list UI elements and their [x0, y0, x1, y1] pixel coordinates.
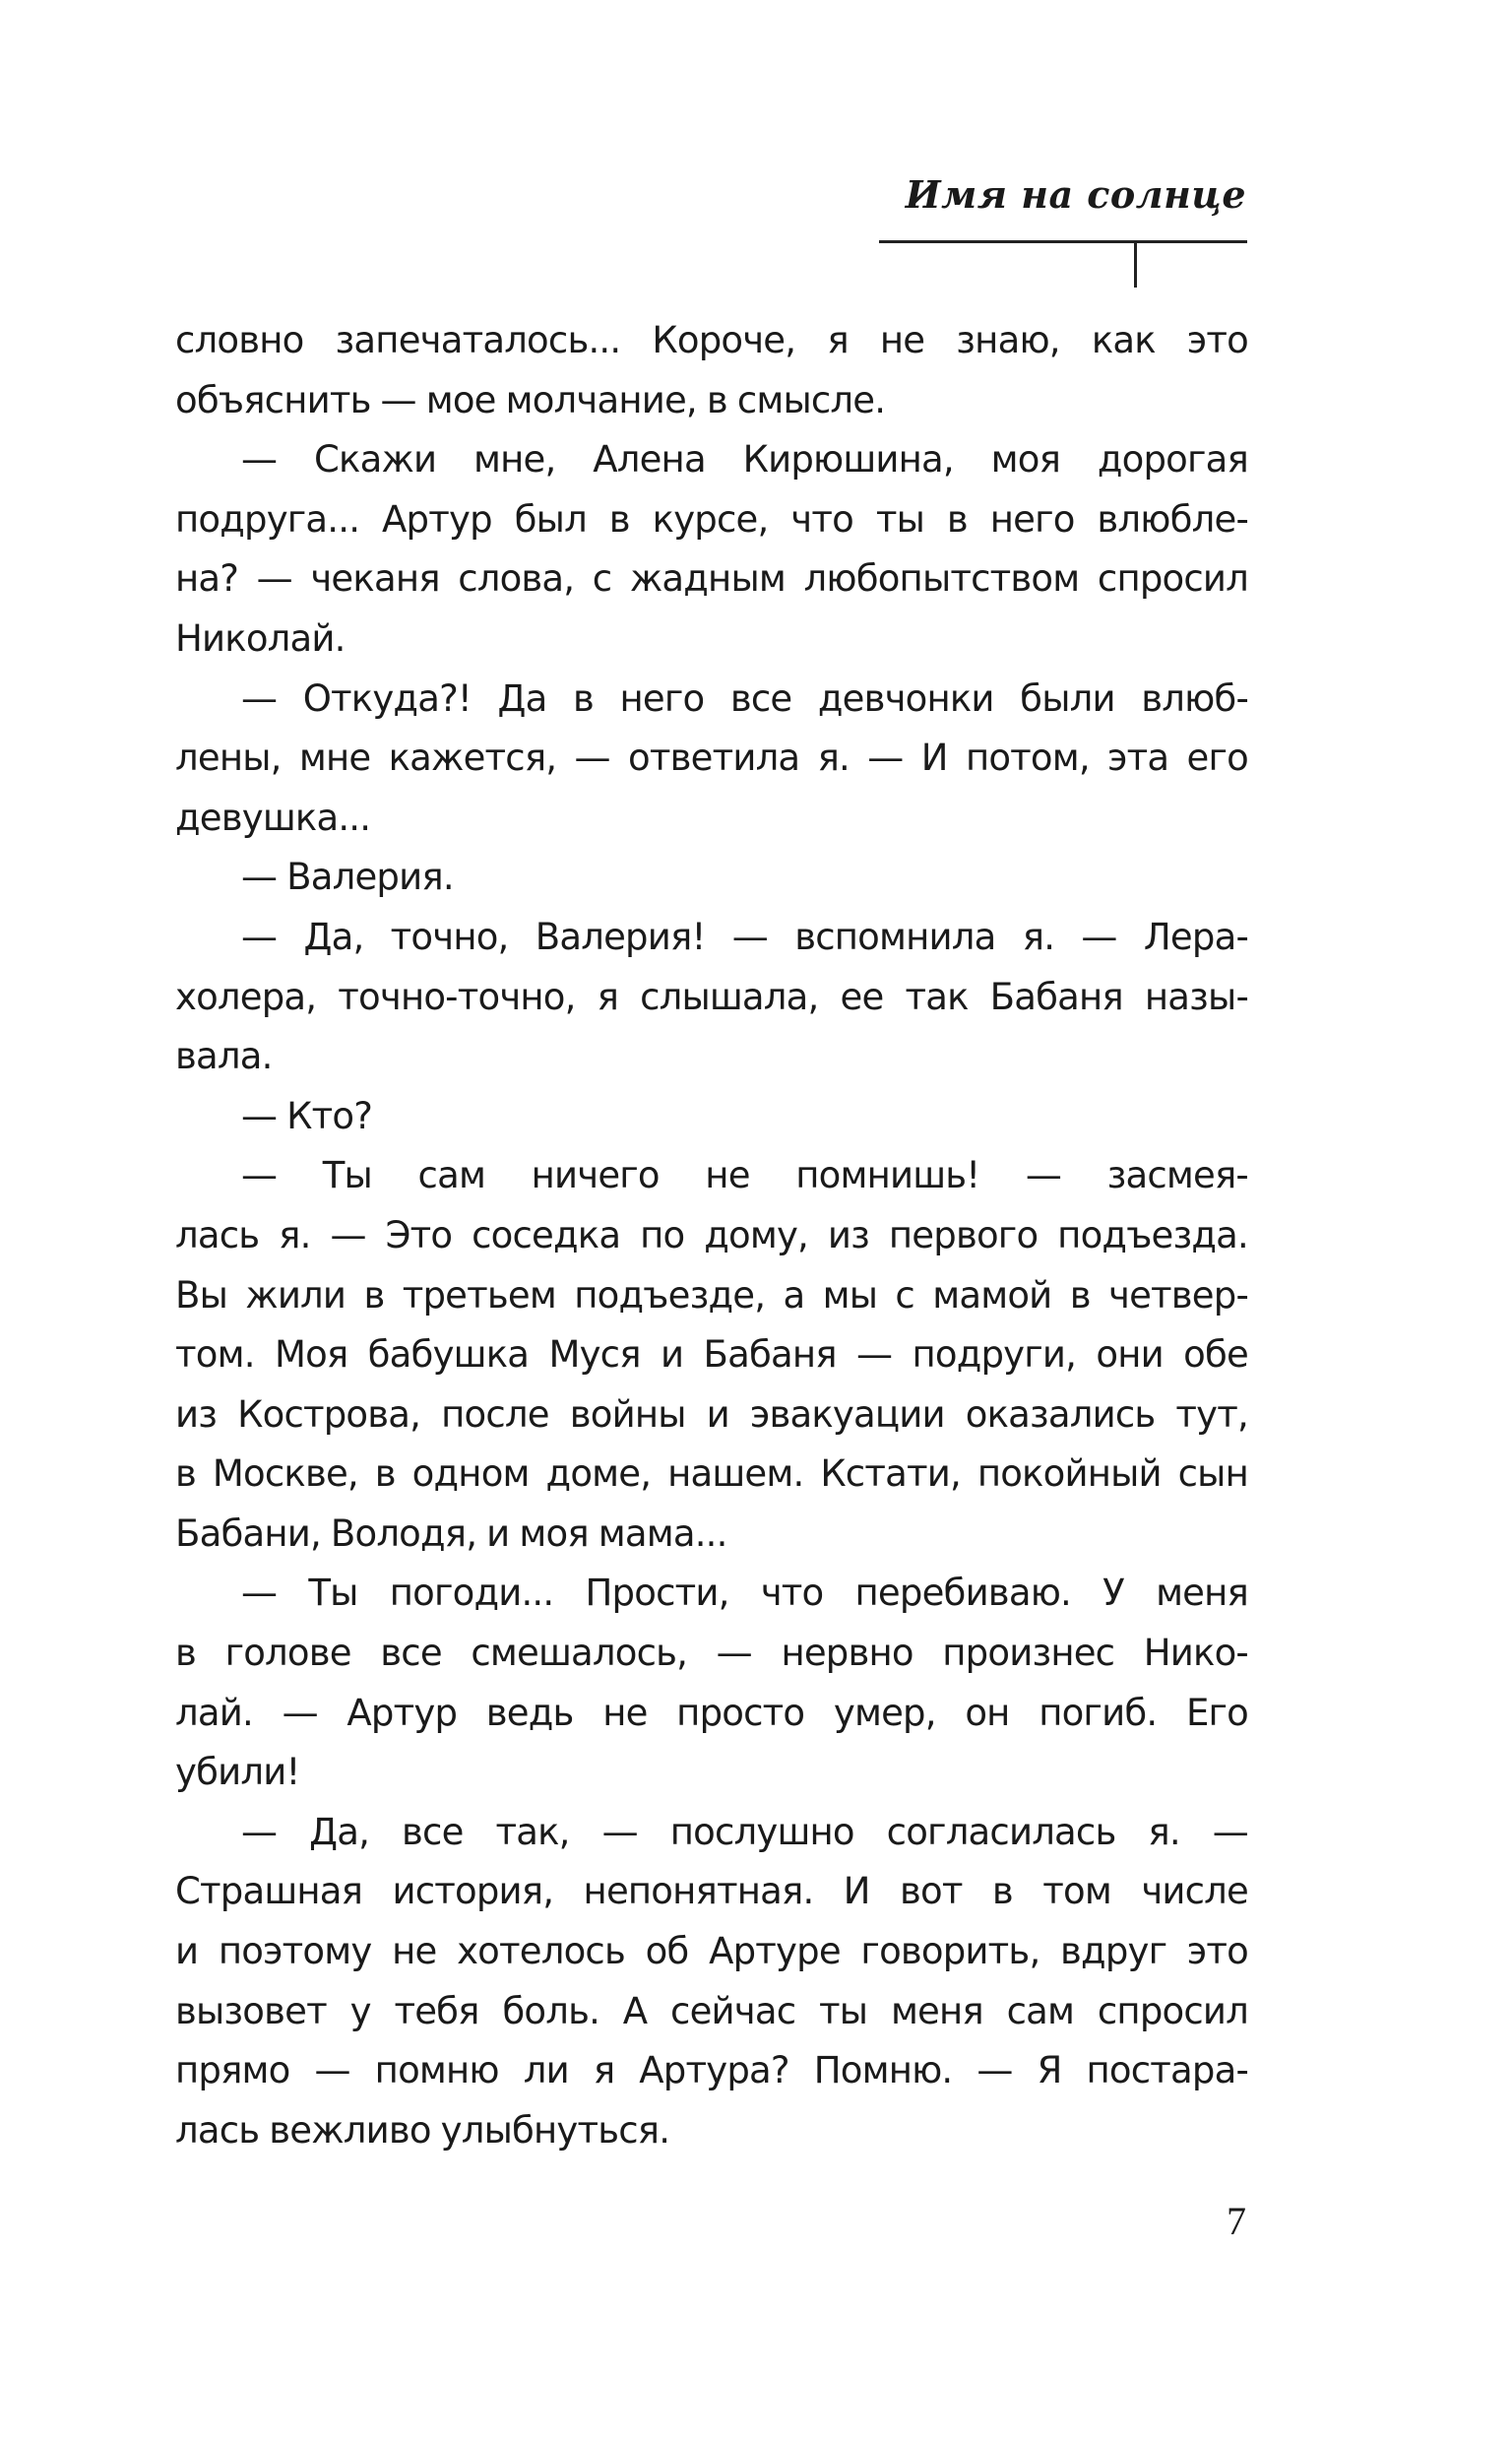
text-line: на? — чеканя слова, с жадным любопытством спросил	[175, 557, 1248, 601]
text-line: Вы жили в третьем подъезде, а мы с мамой в четвер-	[175, 1273, 1248, 1317]
text-line: том. Моя бабушка Муся и Бабаня — подруги, они обе	[175, 1333, 1248, 1377]
text-line: — Кто?	[241, 1094, 373, 1137]
text-line: прямо — помню ли я Артура? Помню. — Я постара-	[175, 2049, 1248, 2092]
text-line: лась я. — Это соседка по дому, из первого подъезда.	[175, 1213, 1248, 1256]
body-text	[175, 311, 1248, 2160]
header-rule	[879, 240, 1247, 243]
text-line: подруга... Артур был в курсе, что ты в него влюбле-	[175, 497, 1248, 541]
text-line: словно запечаталось... Короче, я не знаю, как это	[175, 319, 1248, 361]
text-line: — Валерия.	[241, 856, 454, 899]
text-line: — Ты сам ничего не помнишь! — засмея-	[241, 1154, 1248, 1197]
text-line: девушка...	[175, 796, 371, 839]
text-line: убили!	[175, 1751, 300, 1794]
text-line: Страшная история, непонятная. И вот в том числе	[175, 1870, 1248, 1913]
text-line: лась вежливо улыбнуться.	[175, 2108, 670, 2152]
text-line: из Кострова, после войны и эвакуации оказались тут,	[175, 1392, 1248, 1436]
text-line: — Ты погоди... Прости, что перебиваю. У меня	[241, 1572, 1248, 1615]
running-head: Имя на солнце	[905, 172, 1246, 217]
text-line: вала.	[175, 1035, 273, 1078]
text-line: в голове все смешалось, — нервно произнес Нико-	[175, 1632, 1248, 1675]
text-line: — Да, точно, Валерия! — вспомнила я. — Лера-	[241, 915, 1248, 958]
page-number: 7	[1227, 2199, 1246, 2243]
text-line: в Москве, в одном доме, нашем. Кстати, покойный сын	[175, 1452, 1248, 1496]
text-line: и поэтому не хотелось об Артуре говорить, вдруг это	[175, 1930, 1248, 1973]
text-line: Бабани, Володя, и моя мама...	[175, 1511, 727, 1555]
text-line: вызовет у тебя боль. А сейчас ты меня сам спросил	[175, 1989, 1248, 2032]
text-line: — Скажи мне, Алена Кирюшина, моя дорогая	[241, 438, 1248, 482]
text-line: — Откуда?! Да в него все девчонки были влюб-	[241, 676, 1248, 720]
text-line: холера, точно-точно, я слышала, ее так Бабаня назы-	[175, 975, 1248, 1018]
text-line: Николай.	[175, 616, 346, 660]
text-line: лай. — Артур ведь не просто умер, он погиб. Его	[175, 1691, 1248, 1734]
text-line: лены, мне кажется, — ответила я. — И потом, эта его	[175, 737, 1248, 780]
header-rule-tick	[1134, 242, 1137, 288]
text-line: объяснить — мое молчание, в смысле.	[175, 378, 886, 421]
text-line: — Да, все так, — послушно согласилась я. —	[241, 1810, 1248, 1853]
